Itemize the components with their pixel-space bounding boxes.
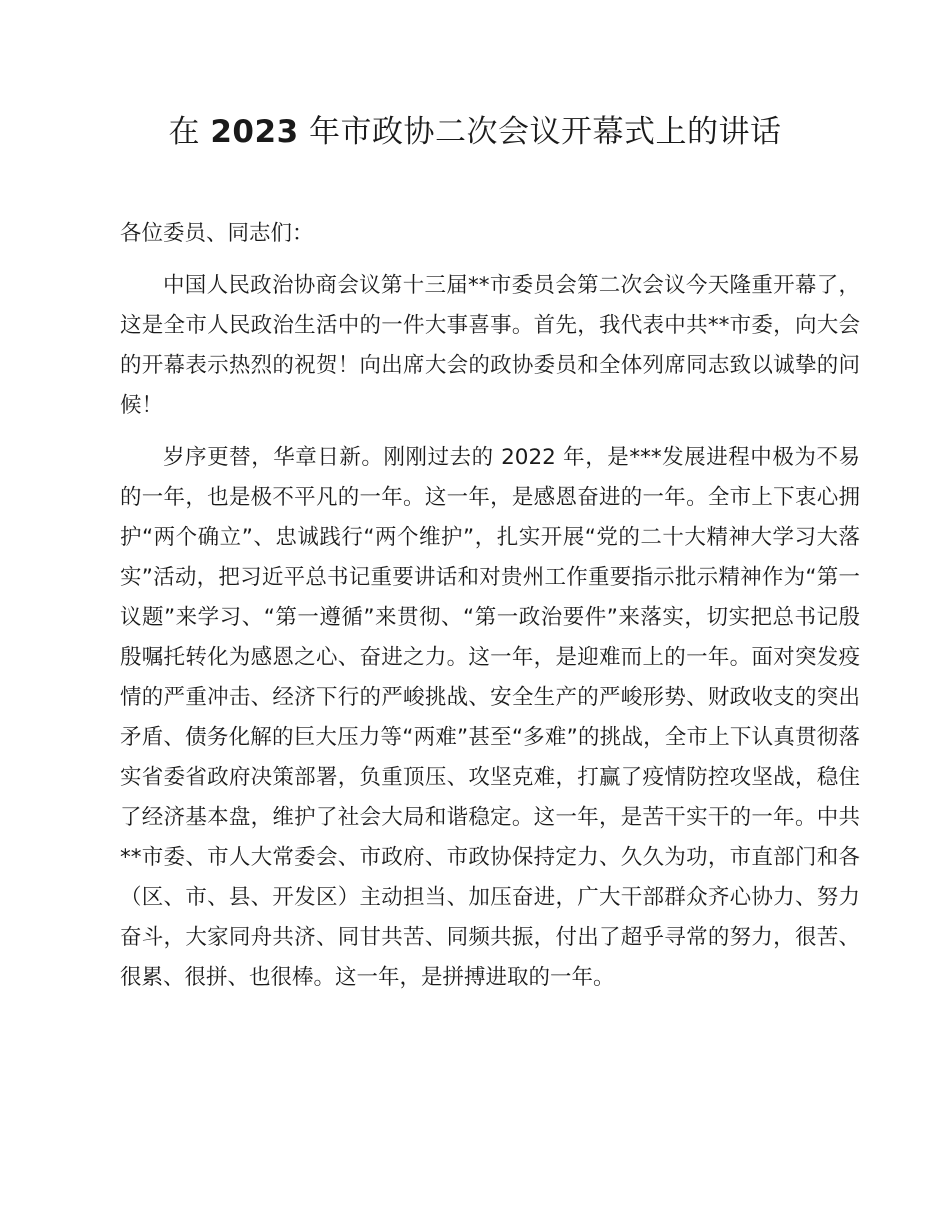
- salutation: 各位委员、同志们：: [120, 221, 314, 246]
- paragraph-review-2022: 岁序更替，华章日新。刚刚过去的 2022 年，是***发展进程中极为不易的一年，也是极不平凡的一年。这一年，是感恩奋进的一年。全市上下衷心拥护“两个确立”、忠诚践行“两个维护”，扎实开展“党的二十大精神大学习大落实”活动，把习近平总书记重要讲话和对贵州工作重要指示批示精神作为“第一议题”来学习、“第一遵循”来贯彻、“第一政治要件”来落实，切实把总书记殷殷嘱托转化为感恩之心、奋进之力。这一年，是迎难而上的一年。面对突发疫情的严重冲击、经济下行的严峻挑战、安全生产的严峻形势、财政收支的突出矛盾、债务化解的巨大压力等“两难”甚至“多难”的挑战，全市上下认真贯彻落实省委省政府决策部署，负重顶压、攻坚克难，打赢了疫情防控攻坚战，稳住了经济基本盘，维护了社会大局和谐稳定。这一年，是苦干实干的一年。中共**市委、市人大常委会、市政府、市政协保持定力、久久为功，市直部门和各（区、市、县、开发区）主动担当、加压奋进，广大干部群众齐心协力、努力奋斗，大家同舟共济、同甘共苦、同频共振，付出了超乎寻常的努力，很苦、很累、很拼、也很棒。这一年，是拼搏进取的一年。: [120, 445, 860, 990]
- title-year: 2023: [210, 114, 299, 150]
- title-suffix: 年市政协二次会议开幕式上的讲话: [298, 114, 782, 150]
- document-title: [0, 108, 950, 156]
- paragraph-opening: 中国人民政治协商会议第十三届**市委员会第二次会议今天隆重开幕了，这是全市人民政治生活中的一件大事喜事。首先，我代表中共**市委，向大会的开幕表示热烈的祝贺！向出席大会的政协委员和全体列席同志致以诚挚的问候！: [120, 273, 860, 418]
- title-prefix: 在: [168, 114, 211, 150]
